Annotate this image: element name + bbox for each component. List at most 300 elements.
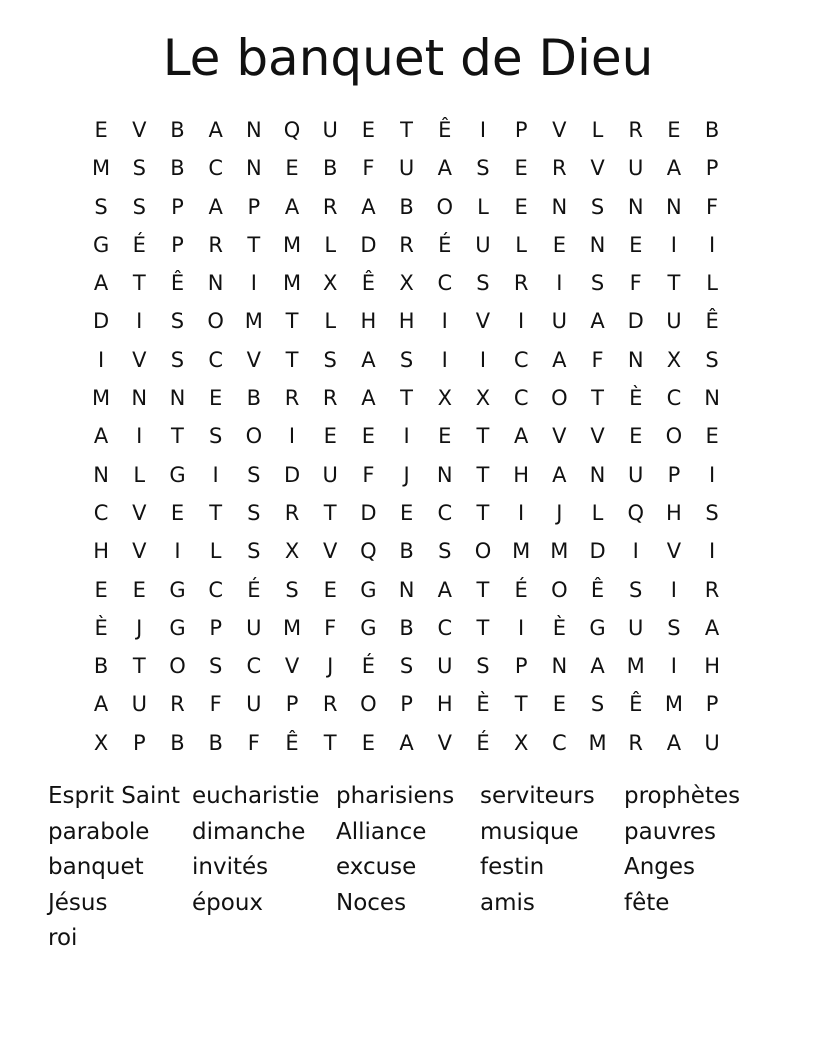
grid-letter[interactable]: S	[132, 194, 146, 219]
grid-letter[interactable]: U	[628, 615, 644, 640]
grid-letter[interactable]: D	[627, 309, 644, 334]
grid-letter[interactable]: M	[282, 615, 302, 640]
grid-letter[interactable]: E	[705, 424, 719, 449]
grid-letter[interactable]: D	[360, 232, 377, 257]
grid-letter[interactable]: L	[706, 271, 718, 296]
grid-letter[interactable]: F	[324, 615, 337, 640]
grid-letter[interactable]: N	[551, 194, 568, 219]
grid-letter[interactable]: R	[322, 194, 338, 219]
grid-letter[interactable]: P	[247, 194, 261, 219]
grid-letter[interactable]: T	[323, 500, 337, 525]
grid-letter[interactable]: B	[399, 615, 414, 640]
grid-letter[interactable]: L	[324, 232, 337, 257]
grid-letter[interactable]: H	[360, 309, 377, 334]
grid-letter[interactable]: L	[477, 194, 489, 219]
grid-letter[interactable]: B	[170, 730, 185, 755]
grid-letter[interactable]: C	[93, 500, 109, 525]
grid-letter[interactable]: P	[705, 692, 719, 717]
word-list-item: dimanche	[192, 818, 306, 845]
grid-letter[interactable]: È	[629, 386, 643, 411]
grid-letter[interactable]: E	[323, 424, 337, 449]
grid-letter[interactable]: F	[362, 462, 375, 487]
word-list-item: Jésus	[48, 889, 108, 916]
grid-letter[interactable]: N	[666, 194, 682, 219]
word-list-item: fête	[624, 889, 670, 916]
grid-letter[interactable]: G	[360, 577, 377, 602]
grid-letter[interactable]: H	[513, 462, 530, 487]
grid-letter[interactable]: A	[666, 156, 682, 181]
grid-letter[interactable]: I	[479, 347, 487, 372]
grid-letter[interactable]: X	[93, 730, 109, 755]
grid-letter[interactable]: I	[212, 462, 219, 487]
grid-letter[interactable]: M	[282, 232, 302, 257]
grid-letter[interactable]: N	[207, 271, 224, 296]
grid-letter[interactable]: H	[666, 500, 682, 525]
grid-letter[interactable]: T	[591, 386, 604, 411]
grid-letter[interactable]: E	[285, 156, 299, 181]
grid-letter[interactable]: É	[361, 654, 376, 679]
grid-letter[interactable]: E	[514, 194, 528, 219]
grid-letter[interactable]: C	[513, 347, 529, 372]
grid-letter[interactable]: T	[476, 500, 490, 525]
grid-letter[interactable]: N	[436, 462, 453, 487]
grid-letter[interactable]: C	[246, 654, 262, 679]
grid-letter[interactable]: S	[247, 462, 261, 487]
grid-letter[interactable]: V	[590, 424, 605, 449]
grid-letter[interactable]: A	[93, 271, 109, 296]
grid-letter[interactable]: E	[323, 577, 337, 602]
grid-letter[interactable]: M	[550, 539, 569, 564]
grid-letter[interactable]: V	[132, 500, 147, 525]
grid-letter[interactable]: M	[92, 386, 111, 411]
grid-letter[interactable]: U	[704, 730, 720, 755]
grid-letter[interactable]: B	[323, 156, 338, 181]
letter-grid	[82, 111, 731, 762]
grid-letter[interactable]: A	[437, 577, 452, 602]
grid-letter[interactable]: S	[399, 654, 414, 679]
grid-letter[interactable]: N	[398, 577, 415, 602]
grid-letter[interactable]: O	[474, 539, 492, 564]
grid-letter[interactable]: I	[518, 615, 525, 640]
grid-letter[interactable]: U	[475, 232, 491, 257]
grid-letter[interactable]: D	[360, 500, 377, 525]
word-list-item: amis	[480, 889, 535, 916]
grid-letter[interactable]: N	[245, 156, 262, 181]
grid-letter[interactable]: D	[589, 539, 606, 564]
grid-letter[interactable]: H	[436, 692, 453, 717]
grid-letter[interactable]: D	[283, 462, 301, 487]
grid-letter[interactable]: M	[588, 730, 607, 755]
grid-letter[interactable]: L	[209, 539, 222, 564]
grid-letter[interactable]: I	[670, 577, 677, 602]
grid-letter[interactable]: L	[515, 232, 527, 257]
grid-letter[interactable]: V	[284, 654, 300, 679]
grid-letter[interactable]: E	[94, 118, 108, 142]
grid-letter[interactable]: P	[514, 654, 528, 679]
grid-letter[interactable]: I	[441, 347, 448, 372]
grid-letter[interactable]: X	[323, 271, 338, 296]
grid-letter[interactable]: H	[93, 539, 109, 564]
grid-letter[interactable]: E	[94, 577, 108, 602]
grid-letter[interactable]: B	[399, 539, 414, 564]
grid-letter[interactable]: V	[132, 118, 147, 142]
grid-letter[interactable]: S	[208, 654, 223, 679]
grid-letter[interactable]: V	[246, 347, 262, 372]
grid-letter[interactable]: N	[245, 118, 262, 142]
grid-letter[interactable]: S	[132, 156, 146, 181]
grid-letter[interactable]: A	[437, 156, 452, 181]
grid-letter[interactable]: A	[513, 424, 529, 449]
grid-letter[interactable]: S	[208, 424, 223, 449]
grid-letter[interactable]: Ê	[170, 271, 185, 296]
grid-letter[interactable]: N	[551, 654, 568, 679]
grid-letter[interactable]: O	[551, 386, 568, 411]
grid-letter[interactable]: E	[552, 692, 566, 717]
grid-letter[interactable]: E	[361, 730, 376, 755]
grid-letter[interactable]: C	[666, 386, 682, 411]
grid-letter[interactable]: Q	[283, 118, 301, 142]
grid-letter[interactable]: I	[174, 539, 181, 564]
grid-letter[interactable]: T	[285, 347, 299, 372]
grid-letter[interactable]: O	[207, 309, 224, 334]
grid-letter[interactable]: F	[247, 730, 260, 755]
grid-letter[interactable]: F	[706, 194, 719, 219]
grid-letter[interactable]: A	[361, 386, 376, 411]
grid-letter[interactable]: T	[514, 692, 528, 717]
grid-letter[interactable]: Ê	[590, 577, 605, 602]
grid-letter[interactable]: I	[97, 347, 105, 372]
grid-letter[interactable]: I	[479, 118, 487, 142]
grid-letter[interactable]: A	[208, 194, 223, 219]
grid-letter[interactable]: L	[133, 462, 146, 487]
grid-letter[interactable]: T	[171, 424, 184, 449]
grid-letter[interactable]: G	[360, 615, 377, 640]
grid-letter[interactable]: B	[399, 194, 414, 219]
grid-letter[interactable]: U	[551, 309, 568, 334]
word-list-item: époux	[192, 889, 264, 916]
grid-letter[interactable]: I	[441, 309, 448, 334]
grid-letter[interactable]: C	[437, 500, 453, 525]
grid-letter[interactable]: R	[322, 386, 338, 411]
grid-letter[interactable]: N	[627, 194, 644, 219]
grid-letter[interactable]: É	[247, 577, 261, 602]
grid-letter[interactable]: H	[704, 654, 720, 679]
grid-letter[interactable]: J	[136, 615, 143, 640]
grid-letter[interactable]: V	[666, 539, 682, 564]
grid-letter[interactable]: S	[438, 539, 452, 564]
grid-letter[interactable]: P	[171, 232, 184, 257]
grid-letter[interactable]: M	[92, 156, 111, 181]
grid-letter[interactable]: G	[169, 462, 186, 487]
grid-letter[interactable]: U	[628, 462, 644, 487]
grid-letter[interactable]: P	[209, 615, 222, 640]
grid-letter[interactable]: R	[284, 386, 300, 411]
grid-letter[interactable]: T	[476, 577, 490, 602]
grid-letter[interactable]: P	[285, 692, 299, 717]
grid-letter[interactable]: V	[323, 539, 338, 564]
grid-letter[interactable]: A	[552, 462, 567, 487]
grid-letter[interactable]: B	[93, 654, 109, 679]
grid-letter[interactable]: C	[513, 386, 529, 411]
grid-letter[interactable]: X	[399, 271, 414, 296]
grid-letter[interactable]: Ê	[361, 271, 376, 296]
grid-letter[interactable]: N	[627, 347, 644, 372]
grid-letter[interactable]: I	[670, 654, 677, 679]
grid-letter[interactable]: F	[591, 347, 604, 372]
grid-letter[interactable]: R	[628, 118, 644, 142]
grid-letter[interactable]: T	[476, 615, 490, 640]
grid-letter[interactable]: Ê	[285, 730, 299, 755]
grid-letter[interactable]: S	[476, 271, 490, 296]
grid-letter[interactable]: M	[282, 271, 302, 296]
grid-letter[interactable]: X	[666, 347, 682, 372]
grid-letter[interactable]: D	[93, 309, 110, 334]
grid-letter[interactable]: O	[665, 424, 683, 449]
grid-letter[interactable]: F	[209, 692, 222, 717]
grid-letter[interactable]: M	[512, 539, 531, 564]
grid-letter[interactable]: É	[514, 577, 528, 602]
grid-letter[interactable]: U	[322, 118, 338, 142]
grid-letter[interactable]: C	[437, 615, 453, 640]
grid-letter[interactable]: T	[476, 424, 490, 449]
grid-letter[interactable]: G	[169, 577, 186, 602]
word-list-item: musique	[480, 818, 579, 845]
grid-letter[interactable]: Q	[627, 500, 644, 525]
grid-letter[interactable]: O	[360, 692, 377, 717]
grid-letter[interactable]: T	[209, 500, 223, 525]
grid-letter[interactable]: F	[629, 271, 642, 296]
grid-letter[interactable]: H	[398, 309, 415, 334]
grid-letter[interactable]: Ê	[629, 692, 643, 717]
grid-letter[interactable]: È	[476, 692, 490, 717]
grid-letter[interactable]: S	[285, 577, 299, 602]
grid-letter[interactable]: P	[514, 118, 528, 142]
grid-letter[interactable]: T	[400, 386, 413, 411]
grid-letter[interactable]: A	[666, 730, 682, 755]
grid-letter[interactable]: T	[400, 118, 413, 142]
grid-letter[interactable]: U	[322, 462, 338, 487]
grid-letter[interactable]: Ê	[438, 118, 452, 142]
grid-letter[interactable]: X	[437, 386, 452, 411]
grid-letter[interactable]: T	[667, 271, 681, 296]
grid-letter[interactable]: A	[93, 692, 109, 717]
grid-letter[interactable]: X	[284, 539, 300, 564]
grid-letter[interactable]: V	[437, 730, 452, 755]
grid-letter[interactable]: E	[209, 386, 223, 411]
grid-letter[interactable]: A	[93, 424, 109, 449]
grid-letter[interactable]: O	[169, 654, 186, 679]
grid-letter[interactable]: E	[552, 232, 566, 257]
grid-letter[interactable]: N	[589, 232, 606, 257]
grid-letter[interactable]: S	[705, 347, 719, 372]
grid-letter[interactable]: G	[589, 615, 606, 640]
grid-letter[interactable]: B	[170, 118, 185, 142]
grid-letter[interactable]: I	[136, 309, 143, 334]
grid-letter[interactable]: J	[556, 500, 563, 525]
grid-letter[interactable]: I	[136, 424, 143, 449]
grid-letter[interactable]: R	[322, 692, 338, 717]
grid-letter[interactable]: A	[590, 309, 605, 334]
grid-letter[interactable]: A	[284, 194, 300, 219]
grid-letter[interactable]: S	[247, 539, 261, 564]
grid-letter[interactable]: E	[667, 118, 681, 142]
grid-letter[interactable]: U	[437, 654, 453, 679]
grid-letter[interactable]: X	[513, 730, 529, 755]
grid-letter[interactable]: C	[208, 577, 223, 602]
grid-letter[interactable]: U	[131, 692, 147, 717]
grid-letter[interactable]: A	[361, 347, 376, 372]
grid-letter[interactable]: U	[628, 156, 644, 181]
grid-letter[interactable]: L	[591, 118, 604, 142]
grid-letter[interactable]: U	[246, 692, 262, 717]
grid-letter[interactable]: R	[513, 271, 529, 296]
grid-letter[interactable]: G	[169, 615, 186, 640]
grid-letter[interactable]: I	[403, 424, 410, 449]
grid-letter[interactable]: P	[400, 692, 413, 717]
grid-letter[interactable]: P	[667, 462, 681, 487]
grid-letter[interactable]: M	[664, 692, 683, 717]
grid-letter[interactable]: S	[476, 654, 490, 679]
grid-letter[interactable]: P	[132, 730, 146, 755]
grid-letter[interactable]: R	[704, 577, 720, 602]
grid-letter[interactable]: C	[208, 347, 223, 372]
grid-letter[interactable]: S	[247, 500, 261, 525]
grid-letter[interactable]: T	[323, 730, 337, 755]
word-list-item: Anges	[624, 854, 696, 880]
grid-letter[interactable]: S	[590, 194, 605, 219]
grid-letter[interactable]: G	[92, 232, 110, 257]
grid-letter[interactable]: B	[246, 386, 262, 411]
grid-letter[interactable]: S	[705, 500, 719, 525]
grid-letter[interactable]: A	[208, 118, 223, 142]
word-list-item: banquet	[48, 854, 144, 880]
grid-letter[interactable]: S	[323, 347, 337, 372]
grid-letter[interactable]: I	[632, 539, 639, 564]
grid-letter[interactable]: J	[403, 462, 410, 487]
word-list-item: excuse	[336, 854, 417, 880]
grid-letter[interactable]: L	[591, 500, 604, 525]
grid-letter[interactable]: I	[250, 271, 257, 296]
grid-letter[interactable]: T	[132, 271, 146, 296]
grid-letter[interactable]: U	[246, 615, 262, 640]
grid-letter[interactable]: A	[361, 194, 376, 219]
grid-letter[interactable]: P	[705, 156, 719, 181]
grid-letter[interactable]: B	[170, 156, 185, 181]
grid-letter[interactable]: N	[169, 386, 186, 411]
grid-letter[interactable]: N	[93, 462, 109, 487]
grid-letter[interactable]: M	[626, 654, 645, 679]
grid-letter[interactable]: X	[475, 386, 491, 411]
grid-letter[interactable]: T	[285, 309, 299, 334]
grid-letter[interactable]: L	[324, 309, 337, 334]
grid-letter[interactable]: T	[476, 462, 490, 487]
grid-letter[interactable]: F	[362, 156, 375, 181]
grid-letter[interactable]: S	[667, 615, 681, 640]
grid-letter[interactable]: V	[132, 539, 147, 564]
grid-letter[interactable]: E	[361, 118, 376, 142]
grid-letter[interactable]: S	[170, 347, 185, 372]
grid-letter[interactable]: T	[247, 232, 261, 257]
grid-letter[interactable]: P	[171, 194, 184, 219]
grid-letter[interactable]: È	[552, 615, 566, 640]
grid-letter[interactable]: E	[629, 232, 643, 257]
grid-letter[interactable]: R	[170, 692, 185, 717]
grid-letter[interactable]: J	[327, 654, 334, 679]
grid-letter[interactable]: R	[208, 232, 223, 257]
grid-letter[interactable]: S	[590, 692, 605, 717]
word-list-item: prophètes	[624, 783, 741, 809]
grid-letter[interactable]: C	[437, 271, 453, 296]
grid-letter[interactable]: I	[518, 500, 525, 525]
grid-letter[interactable]: A	[590, 654, 605, 679]
grid-letter[interactable]: V	[552, 118, 567, 142]
grid-letter[interactable]: È	[94, 615, 108, 640]
grid-letter[interactable]: C	[552, 730, 567, 755]
grid-letter[interactable]: B	[704, 118, 720, 142]
grid-letter[interactable]: A	[704, 615, 720, 640]
grid-letter[interactable]: B	[208, 730, 223, 755]
grid-letter[interactable]: E	[438, 424, 452, 449]
grid-letter[interactable]: S	[590, 271, 605, 296]
grid-letter[interactable]: Ê	[705, 309, 719, 334]
grid-letter[interactable]: I	[708, 462, 716, 487]
grid-letter[interactable]: V	[475, 309, 491, 334]
grid-letter[interactable]: E	[132, 577, 146, 602]
grid-letter[interactable]: É	[438, 232, 452, 257]
grid-letter[interactable]: M	[244, 309, 263, 334]
grid-letter[interactable]: S	[170, 309, 185, 334]
grid-letter[interactable]: V	[590, 156, 605, 181]
grid-letter[interactable]: A	[399, 730, 414, 755]
grid-letter[interactable]: E	[399, 500, 414, 525]
grid-letter[interactable]: O	[436, 194, 454, 219]
grid-letter[interactable]: E	[361, 424, 376, 449]
grid-letter[interactable]: R	[399, 232, 414, 257]
grid-letter[interactable]: O	[245, 424, 263, 449]
grid-letter[interactable]: T	[132, 654, 146, 679]
grid-letter[interactable]: U	[398, 156, 415, 181]
grid-letter[interactable]: I	[556, 271, 563, 296]
grid-letter[interactable]: V	[552, 424, 567, 449]
grid-letter[interactable]: E	[514, 156, 528, 181]
grid-letter[interactable]: S	[399, 347, 414, 372]
grid-letter[interactable]: N	[704, 386, 720, 411]
grid-letter[interactable]: R	[284, 500, 300, 525]
grid-letter[interactable]: A	[552, 347, 567, 372]
grid-letter[interactable]: I	[670, 232, 677, 257]
grid-letter[interactable]: N	[131, 386, 148, 411]
grid-letter[interactable]: I	[708, 539, 716, 564]
grid-letter[interactable]: E	[170, 500, 185, 525]
grid-letter[interactable]: I	[288, 424, 296, 449]
grid-letter[interactable]: R	[628, 730, 644, 755]
grid-letter[interactable]: C	[208, 156, 223, 181]
grid-letter[interactable]: S	[94, 194, 108, 219]
grid-letter[interactable]: U	[666, 309, 682, 334]
grid-letter[interactable]: O	[551, 577, 568, 602]
grid-letter[interactable]: V	[132, 347, 147, 372]
grid-letter[interactable]: Q	[360, 539, 377, 564]
grid-letter[interactable]: I	[518, 309, 525, 334]
grid-letter[interactable]: N	[589, 462, 606, 487]
grid-letter[interactable]: S	[476, 156, 490, 181]
grid-letter[interactable]: E	[629, 424, 643, 449]
grid-letter[interactable]: R	[552, 156, 567, 181]
grid-letter[interactable]: S	[629, 577, 643, 602]
grid-letter[interactable]: É	[476, 730, 490, 755]
grid-letter[interactable]: I	[708, 232, 716, 257]
grid-letter[interactable]: É	[132, 232, 146, 257]
